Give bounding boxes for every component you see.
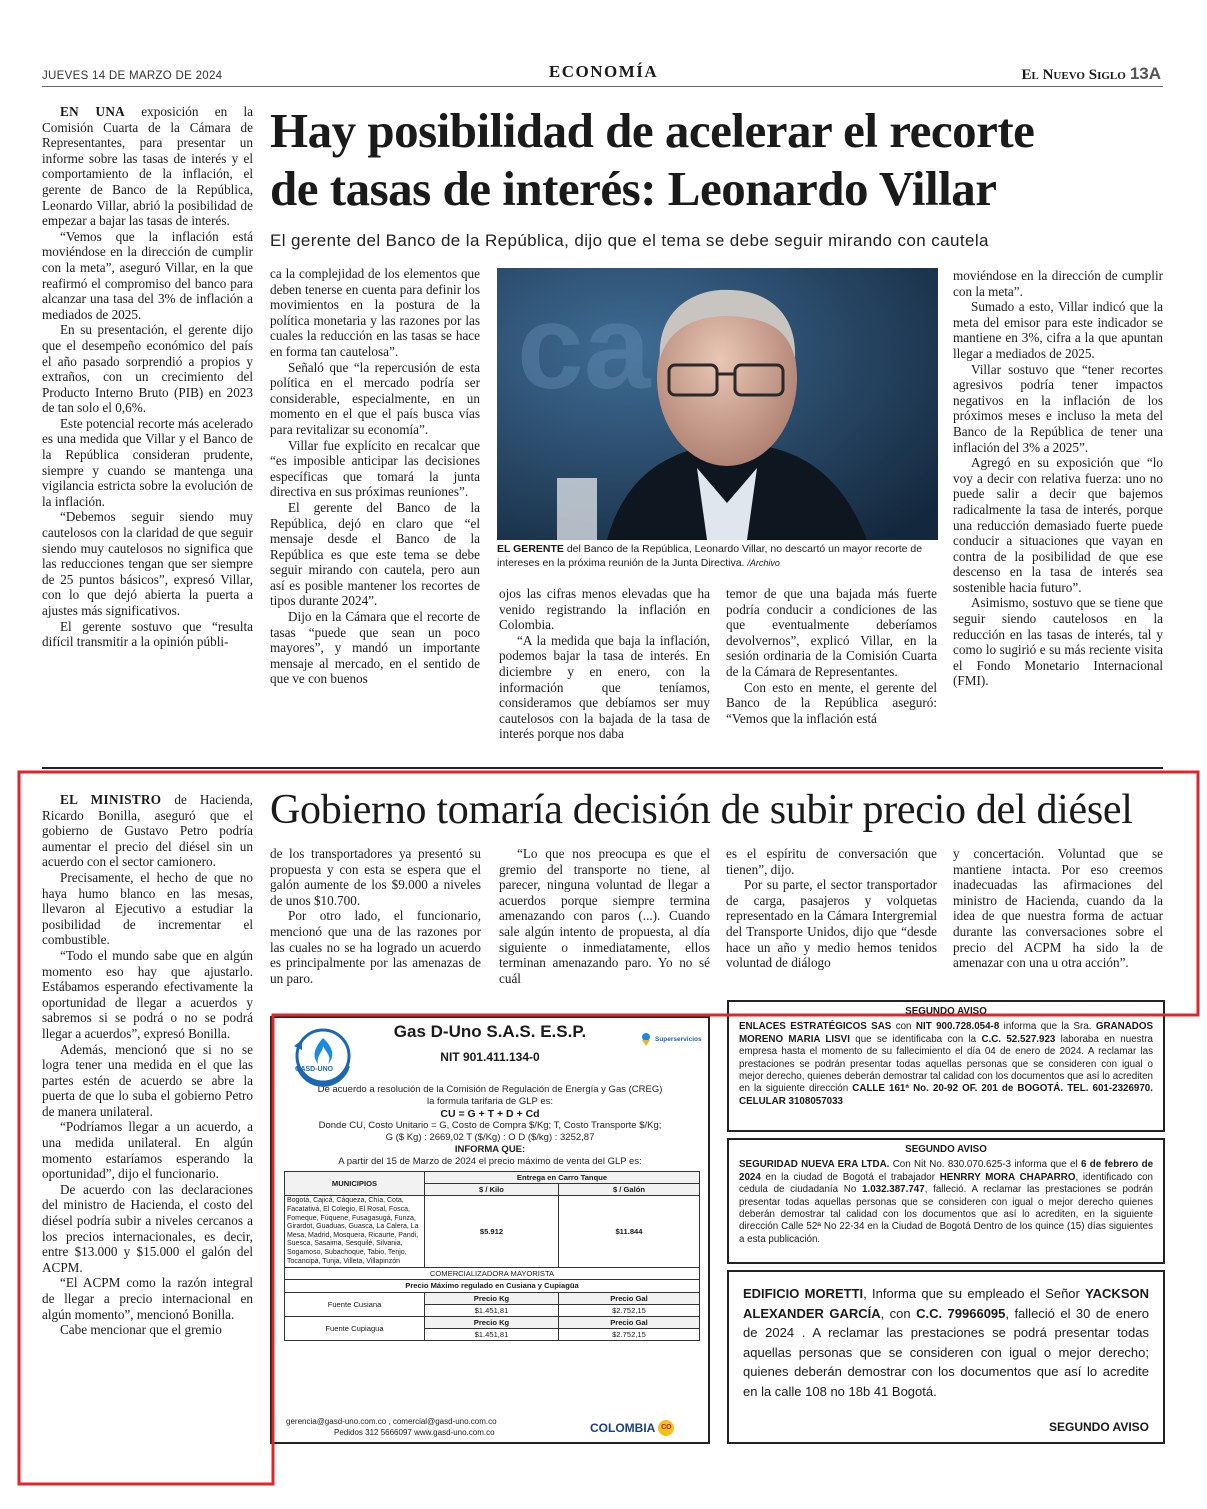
notice-address: CALLE 161ª No. 20-92 OF. 201 de BOGOTÁ. TEL. 601-2326970. CELULAR 3108057033 [739, 1083, 1153, 1107]
source-price-gal: $2.752,15 [558, 1304, 699, 1316]
glp-price-table [284, 1171, 700, 1341]
paragraph: Agregó en su exposición que “lo voy a decir con relativa fuerza: uno no puede salir a decir que bajemos radicalmente la tasa de interés, porque una reducción demasiado fuerte puede conducir a situaciones que vayan en contra de la posibilidad de que ese descenso en la tasa de interés sea sostenible hacia futuro”. [953, 455, 1163, 595]
notice-company: SEGURIDAD NUEVA ERA LTDA. [739, 1159, 890, 1171]
gas-duno-logo-text: GASD-UNO [295, 1066, 334, 1073]
paragraph: Dijo en la Cámara que el recorte de tasas “puede que sean un poco mayores”, y mandó un importante mensaje al mercado, en el sentido de que ve con buenos [270, 609, 480, 687]
colombia-brand [590, 1420, 674, 1436]
notice-footer: SEGUNDO AVISO [1048, 1420, 1149, 1434]
informa-label: INFORMA QUE: [454, 1144, 526, 1155]
notice-text: , Informa que su empleado el Señor [863, 1286, 1086, 1301]
article1-column-5 [953, 268, 1163, 756]
notice-person: HENRRY MORA CHAPARRO [939, 1171, 1076, 1183]
paragraph: Señaló que “la repercusión de esta política en el mercado podría ser considerable, especialmente, en un momento en el que el país busca vías para revitalizar su economía”. [270, 359, 480, 437]
paragraph: ca la complejidad de los elementos que deben tenerse en cuenta para definir los movimientos en la postura de la política monetaria y las razones por las cuales la reducción en las tasas se hace en forma tan cautelosa”. [270, 266, 480, 359]
paragraph: “El ACPM como la razón integral de llegar a precio internacional en algún momento”, mencionó Bonilla. [42, 1275, 253, 1322]
formula-legend: Donde CU, Costo Unitario = G, Costo de Compra $/Kg; T, Costo Transporte $/Kg; [318, 1120, 662, 1131]
source-price-kg: $1.451,81 [425, 1304, 559, 1316]
paragraph: En su presentación, el gerente dijo que el desempeño económico del país el año pasado sorprendió a propios y extraños, con un crecimiento del Producto Interno Bruto (PIB) en 2023 de tan solo el 0,6%. [42, 322, 253, 416]
source-price-kg: $1.451,81 [425, 1329, 559, 1341]
headline-line: de tasas de interés: Leonardo Villar [270, 161, 997, 216]
article1-lead [42, 104, 253, 229]
superservicios-logo [640, 1032, 702, 1046]
paragraph: El gerente del Banco de la República, dejó en claro que “el mensaje desde el Banco de la República es que este tema se debe seguir mirando con cautela, pero aun así es posible mantener los recortes de tipos durante 2024”. [270, 499, 480, 609]
notice-title: SEGUNDO AVISO [905, 1144, 987, 1155]
notice-company: EDIFICIO MORETTI [743, 1286, 864, 1301]
headline-line: Hay posibilidad de acelerar el recorte [270, 103, 1035, 158]
ad-intro: la formula tarifaria de GLP es: [426, 1096, 554, 1107]
notice-id: C.C. 79966095 [916, 1305, 1006, 1321]
article2-column-2 [270, 846, 481, 996]
notice-text: que se identificaba con la [849, 1033, 982, 1045]
photo-credit: /Archivo [747, 558, 780, 568]
article-separator [42, 767, 1163, 769]
paragraph: Asimismo, sostuvo que se tiene que seguir siendo cautelosos en la reducción en las tasas de interés, tal y como lo sugirió e su más reciente visita el Fondo Monetario Internacional (FMI). [953, 595, 1163, 689]
edition-date: JUEVES 14 DE MARZO DE 2024 [42, 70, 223, 82]
gas-duno-advertisement [270, 1016, 710, 1444]
comercializadora-label: COMERCIALIZADORA MAYORISTA [285, 1268, 700, 1280]
article1-headline [270, 102, 1170, 218]
source-price-gal: $2.752,15 [558, 1329, 699, 1341]
price-validity: A partir del 15 de Marzo de 2024 el precio máximo de venta del GLP es: [338, 1156, 642, 1167]
paragraph: ojos las cifras menos elevadas que ha venido registrando la inflación en Colombia. [499, 586, 710, 633]
article1-column-4 [726, 586, 937, 756]
notice-text: en la ciudad de Bogotá el trabajador [760, 1171, 940, 1183]
paragraph: Además, mencionó que si no se logra tener una medida en el que las partes estén de acuerdo se abre la puerta de que lo suba el gobierno Petro de manera unilateral. [42, 1041, 253, 1119]
paragraph: Sumado a esto, Villar indicó que la meta del emisor para este indicador se mantiene en 3%, cifra a la que apuntan llegar a mediados de 2025. [953, 299, 1163, 361]
notice-nit: NIT 900.728.054-8 [915, 1021, 1000, 1033]
svg-text:ca: ca [517, 280, 651, 414]
notice-body [739, 1159, 1153, 1246]
regulator-label: Superservicios [655, 1035, 702, 1043]
paragraph: Precisamente, el hecho de que no haya humo blanco en las mesas, llevaron al Ejecutivo a estudiar la posibilidad de incrementar el combustible. [42, 869, 253, 948]
colombia-co-icon: CO [658, 1420, 674, 1436]
notice-date: 6 de febrero de 2024 [739, 1159, 1154, 1183]
table-row [285, 1292, 700, 1304]
paragraph: “Lo que nos preocupa es que el gremio del transporte no tiene, al parecer, ninguna voluntad de llegar a acuerdos porque siempre termina amenazando con paros (...). Cuando sale algún intento de propuesta, al día siguiente o inmediatamente, ellos terminan amenazando paro. Yo no sé cuál [499, 846, 710, 986]
notice-body [743, 1284, 1149, 1401]
page-number: 13A [1129, 64, 1161, 83]
notice-id: C.C. 52.527.923 [981, 1033, 1056, 1045]
section-name: ECONOMÍA [548, 62, 659, 81]
lead-text: exposición en la Comisión Cuarta de la Cámara de Representantes, para presentar un informe sobre las tasas de interés y el comportamiento de la inflación, el gerente de Banco de la República, Leonardo Villar, abrió la posibilidad de empezar a bajar las tasas de interés. [42, 104, 253, 229]
municipios-list: Bogotá, Cajicá, Cáqueza, Chía, Cota, Facatativá, El Colegio, El Rosal, Fosca, Fomeque, Fúquene, Fusagasugá, Funza, Girardot, Guaduas, Guasca, La Calera, La Mesa, Madrid, Mosquera, Ricaurte, Pandi, Suesca, Sasaima, Sesquilé, Silvania, Sogamoso, Subachoque, Tabio, Tenjo, Tocancipá, Tunja, Villeta, Villapinzón [285, 1196, 425, 1268]
table-row [285, 1280, 700, 1292]
notice-id: 1.032.387.747 [862, 1184, 925, 1196]
source-name: Fuente Cupiagua [285, 1316, 425, 1340]
precio-maximo-label: Precio Máximo regulado en Cusiana y Cupiagüa [285, 1280, 700, 1292]
notice-text: , identificado con cedula de ciudadanía No [739, 1171, 1153, 1196]
notice-enlaces-estrategicos [727, 1000, 1165, 1132]
formula-values: G ($ Kg) : 2669,02 T ($/Kg) : O D ($/kg) : 3252,87 [385, 1132, 595, 1143]
col-header-entrega: Entrega en Carro Tanque [425, 1172, 700, 1184]
ad-company-name: Gas D-Uno S.A.S. E.S.P. [393, 1022, 587, 1041]
photo-illustration [497, 268, 938, 540]
notice-text: , con [880, 1305, 917, 1321]
notice-text: Con Nit No. 830.070.625-3 informa que el [889, 1159, 1081, 1171]
notice-text: , falleció. A reclamar las prestaciones se podrán presentar todas aquellas personas que se consideren con igual o mejor derecho quienes deberán demostrar tal calidad con los documentos que así lo acrediten, en la siguiente dirección Calle 52ª No 22-34 en la Ciudad de Bogotá Dentro de los quince (15) días siguientes a esta publicación. [739, 1184, 1153, 1245]
notice-text: con [891, 1021, 916, 1033]
lead-kicker: EL MINISTRO [60, 792, 162, 807]
notice-text: laboraba en nuestra empresa hasta el momento de su fallecimiento el día 04 de enero de 2024. A reclamar las prestaciones se podrán presentar todas aquellas personas que se consideren con igual o mejor derecho, quienes deberán demostrar tal calidad con los documentos que así lo acrediten en la siguiente dirección [739, 1033, 1153, 1095]
price-kilo: $5.912 [425, 1196, 559, 1268]
article2-column-3 [499, 846, 710, 996]
notice-person: YACKSON ALEXANDER GARCÍA [743, 1286, 1149, 1321]
source-name: Fuente Cusiana [285, 1292, 425, 1316]
article2-lead [42, 792, 253, 870]
brand-name: El Nuevo Siglo [1021, 67, 1126, 83]
photo-caption [497, 542, 938, 570]
col-header-municipios: MUNICIPIOS [285, 1172, 425, 1196]
paragraph: De acuerdo con las declaraciones del ministro de Hacienda, el costo del diésel podría subir a niveles cercanos a los precios internacionales, es decir, entre $13.000 y $15.000 el galón del ACPM. [42, 1181, 253, 1275]
col-header-gal: Precio Gal [558, 1292, 699, 1304]
paragraph: “Debemos seguir siendo muy cautelosos con la claridad de que seguir siendo muy cautelosos no significa que las reducciones tengan que ser siempre de 25 puntos básicos”, expresó Villar, con lo que dejó abierta la puerta a ajustes más significativos. [42, 509, 253, 618]
paragraph: Por su parte, el sector transportador de carga, pasajeros y volquetas representado en la Cámara Intergremial del Transporte Unidos, dijo que “desde hace un año y medio hemos tenidos voluntad de diálogo [726, 877, 937, 971]
paragraph: “Podríamos llegar a un acuerdo, a una medida unilateral. En algún momento estaríamos esperando la oportunidad”, dijo el funcionario. [42, 1119, 253, 1182]
lead-kicker: EN UNA [60, 104, 125, 119]
paragraph: “A la medida que baja la inflación, podemos bajar la tasa de interés. En diciembre y en enero, con la información que teníamos, consideramos que debíamos ser muy cautelosos con la bajada de la tasa de interés porque nos daba [499, 632, 710, 742]
paragraph: Este potencial recorte más acelerado es una medida que Villar y el Banco de la República consideran prudente, siempre y cuando se mantenga una vigilancia estricta sobre la evolución de la inflación. [42, 415, 253, 509]
article1-subhead: El gerente del Banco de la República, dijo que el tema se debe seguir mirando con cautela [270, 231, 989, 250]
leonardo-villar-photo [497, 268, 938, 540]
notice-text: , falleció el 30 de enero de 2024 . A reclamar las prestaciones se podrá presentar todas aquellas personas que se consideren con igual o mejor derecho; quienes deberán demostrar con los documentos que así lo acredite en la calle 108 no 18b 41 Bogotá. [743, 1305, 1149, 1399]
ad-company-nit: NIT 901.411.134-0 [440, 1050, 540, 1064]
paragraph: moviéndose en la dirección de cumplir con la meta”. [953, 268, 1163, 299]
notice-company: ENLACES ESTRATÉGICOS SAS [739, 1021, 892, 1033]
article1-column-2 [270, 266, 480, 756]
superservicios-icon [640, 1032, 652, 1046]
col-header-galon: $ / Galón [558, 1184, 699, 1196]
ad-contact [286, 1416, 497, 1438]
ad-phones: Pedidos 312 5666097 www.gasd-uno.com.co [334, 1428, 495, 1437]
ad-intro: De acuerdo a resolución de la Comisión de Regulación de Energía y Gas (CREG) [317, 1084, 663, 1095]
paragraph: “Todo el mundo sabe que en algún momento eso hay que ajustarlo. Estábamos esperando efectivamente la oportunidad de llegar a acuerdos y sabremos si se podrá o no se podrá llegar a acuerdos”, expresó Bonilla. [42, 947, 253, 1041]
article2-headline: Gobierno tomaría decisión de subir precio del diésel [270, 787, 1133, 833]
paragraph: Con esto en mente, el gerente del Banco de la República aseguró: “Vemos que la inflación está [726, 679, 937, 726]
article2-column-1 [42, 792, 253, 1450]
caption-text: del Banco de la República, Leonardo Villar, no descartó un mayor recorte de intereses en la próxima reunión de la Junta Directiva. [497, 543, 923, 569]
ad-emails: gerencia@gasd-uno.com.co , comercial@gasd-uno.com.co [286, 1417, 497, 1426]
article2-column-5 [953, 846, 1163, 996]
table-row [285, 1268, 700, 1280]
notice-edificio-moretti [727, 1270, 1165, 1444]
paragraph: Cabe mencionar que el gremio [60, 1322, 222, 1338]
paragraph: Villar fue explícito en recalcar que “es imposible anticipar las decisiones específicas que tomará la junta directiva en sus próximas reuniones”. [270, 437, 480, 500]
newspaper-brand [1022, 64, 1162, 84]
table-row [285, 1196, 700, 1268]
paragraph: Por otro lado, el funcionario, mencionó que una de las razones por las cuales no se ha logrado un acuerdo es principalmente por las amenazas de un paro. [270, 908, 481, 986]
col-header-kg: Precio Kg [425, 1292, 559, 1304]
paragraph: Villar sostuvo que “tener recortes agresivos podría tener impactos negativos en la inflación de los próximos meses e incluso la meta del Banco de la República de tener una inflación del 3% a 2025”. [953, 361, 1163, 455]
price-galon: $11.844 [558, 1196, 699, 1268]
paragraph: temor de que una bajada más fuerte podría conducir a condiciones de las que eventualmente deberíamos devolvernos”, explicó Villar, en la sesión ordinaria de la Comisión Cuarta de la Cámara de Representantes. [726, 586, 937, 679]
article1-column-3 [499, 586, 710, 756]
notice-seguridad-nueva-era [727, 1138, 1165, 1264]
gas-duno-logo-icon [290, 1026, 356, 1088]
col-header-kilo: $ / Kilo [425, 1184, 559, 1196]
colombia-label: COLOMBIA [590, 1421, 656, 1435]
paragraph: es el espíritu de conversación que tienen”, dijo. [726, 846, 937, 877]
col-header-kg: Precio Kg [425, 1316, 559, 1328]
lead-text: de Hacienda, Ricardo Bonilla, aseguró que el gobierno de Gustavo Petro podría aumentar el precio del diésel sin un acuerdo con el sector camionero. [42, 792, 253, 870]
notice-text: informa que la Sra. [999, 1021, 1096, 1033]
notice-person: GRANADOS MORENO MARIA LISVI [739, 1021, 1154, 1045]
caption-kicker: EL GERENTE [497, 543, 564, 555]
paragraph: “Vemos que la inflación está moviéndose en la dirección de cumplir con la meta”, aseguró Villar, en la que reafirmó el compromiso del banco para alcanzar una tasa del 3% de inflación a mediados de 2025. [42, 228, 253, 322]
notice-body [739, 1021, 1153, 1108]
header-rule [42, 86, 1163, 87]
paragraph: y concertación. Voluntad que se mantiene intacta. Por eso creemos inadecuadas las afirmaciones del ministro de Hacienda, cuando da la idea de que nuestra forma de actuar durante las conversaciones sobre el precio del ACPM ha sido la de amenazar con una u otra acción”. [953, 846, 1163, 971]
paragraph: de los transportadores ya presentó su propuesta y con esta se espera que el galón aumente de los $9.000 a niveles de unos $10.700. [270, 846, 481, 908]
article2-column-4 [726, 846, 937, 996]
notice-title: SEGUNDO AVISO [905, 1006, 987, 1017]
tariff-formula: CU = G + T + D + Cd [440, 1108, 540, 1120]
table-row [285, 1316, 700, 1328]
col-header-gal: Precio Gal [558, 1316, 699, 1328]
paragraph: El gerente sostuvo que “resulta difícil transmitir a la opinión públi- [42, 618, 253, 650]
article1-column-1 [42, 104, 253, 756]
